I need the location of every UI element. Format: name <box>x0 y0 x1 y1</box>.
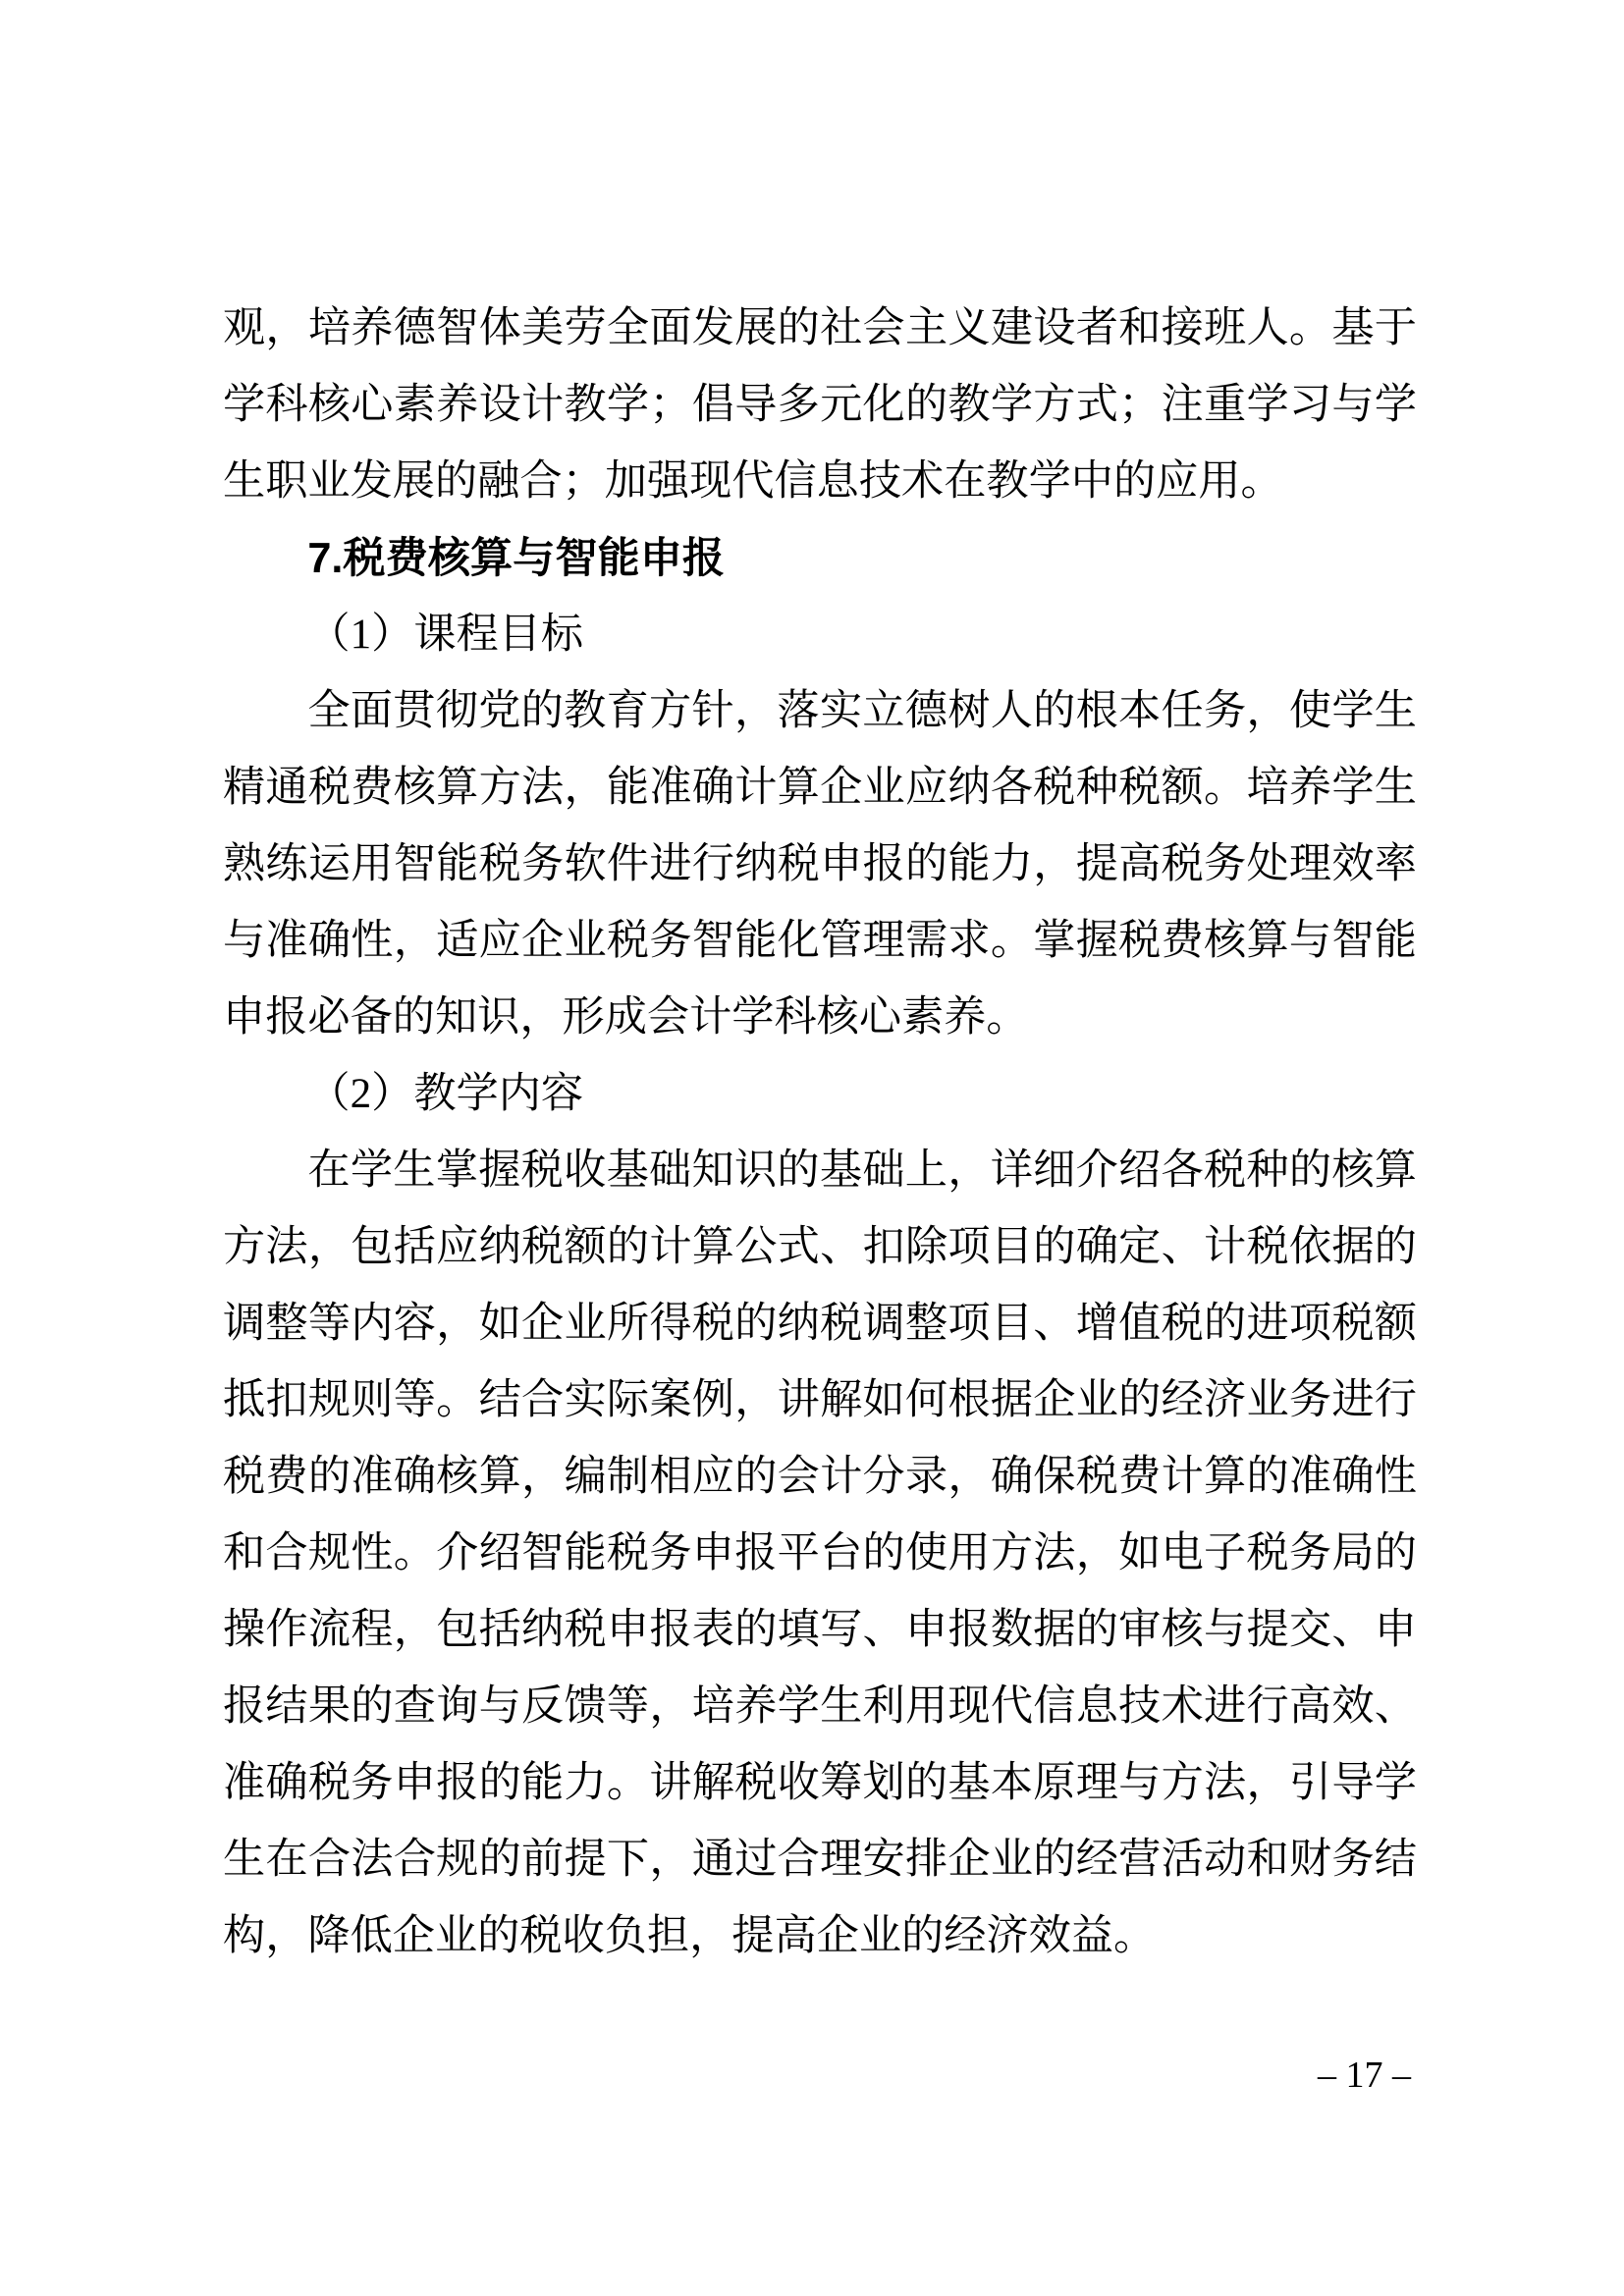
paragraph-continuation: 观，培养德智体美劳全面发展的社会主义建设者和接班人。基于学科核心素养设计教学；倡导多元化的教学方式；注重学习与学生职业发展的融合；加强现代信息技术在教学中的应用。 <box>223 305 1417 505</box>
section-heading: 7.税费核算与智能申报 <box>307 535 726 582</box>
paragraph-course-goal: 全面贯彻党的教育方针，落实立德树人的根本任务，使学生精通税费核算方法，能准确计算企业应纳各税种税额。培养学生熟练运用智能税务软件进行纳税申报的能力，提高税务处理效率与准确性，适应企业税务智能化管理需求。掌握税费核算与智能申报必备的知识，形成会计学科核心素养。 <box>223 688 1417 1041</box>
subsection-heading-teaching-content: （2）教学内容 <box>307 1071 584 1117</box>
subsection-heading-course-goal: （1）课程目标 <box>307 612 584 658</box>
paragraph-teaching-content: 在学生掌握税收基础知识的基础上，详细介绍各税种的核算方法，包括应纳税额的计算公式、扣除项目的确定、计税依据的调整等内容，如企业所得税的纳税调整项目、增值税的进项税额抵扣规则等。结合实际案例，讲解如何根据企业的经济业务进行税费的准确核算，编制相应的会计分录，确保税费计算的准确性和合规性。介绍智能税务申报平台的使用方法，如电子税务局的操作流程，包括纳税申报表的填写、申报数据的审核与提交、申报结果的查询与反馈等，培养学生利用现代信息技术进行高效、准确税务申报的能力。讲解税收筹划的基本原理与方法，引导学生在合法合规的前提下，通过合理安排企业的经营活动和财务结构，降低企业的税收负担，提高企业的经济效益。 <box>223 1148 1417 1959</box>
page-number: – 17 – <box>1318 2055 1411 2096</box>
document-body <box>223 291 1417 1975</box>
